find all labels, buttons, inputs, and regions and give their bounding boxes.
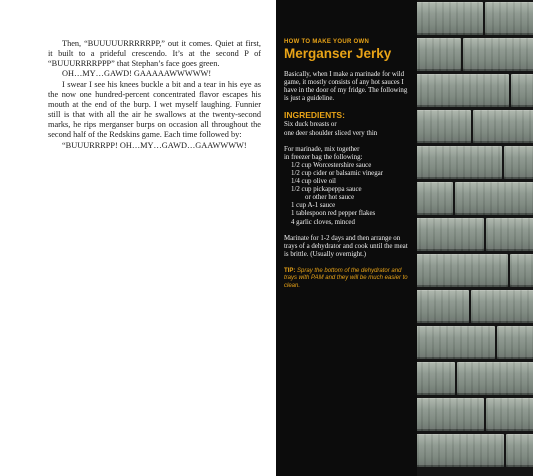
story-paragraph-2: OH…MY…GAWD! GAAAAAWWWWW! (62, 69, 212, 79)
wood-plank (486, 398, 533, 431)
recipe-title: Merganser Jerky (284, 46, 392, 62)
recipe-sidebar (276, 0, 417, 476)
ingredient-item: 1/2 cup Worcestershire sauce (291, 161, 372, 169)
wood-plank (417, 254, 508, 287)
recipe-intro: Basically, when I make a marinade for wild game, it mostly consists of any hot sauces I have in the door of my fridge. The following is just a guideline. (284, 71, 408, 103)
wood-plank (417, 290, 469, 323)
wood-plank (471, 290, 533, 323)
wood-plank (417, 218, 484, 251)
story-paragraph-1: Then, “BUUUUURRRRRPP,” out it comes. Quiet at first, it built to a prideful crescendo. It’s at the second P of “BUUURRRRPPP” that Stephan’s face goes green. (48, 39, 261, 69)
recipe-directions: Marinate for 1-2 days and then arrange on trays of a dehydrator and cook until the meat is brittle. (Usually overnight.) (284, 234, 408, 258)
tip-text: Spray the bottom of the dehydrator and trays with PAM and they will be much easier to clean. (284, 267, 408, 290)
spacer (284, 227, 410, 235)
wood-plank (497, 326, 533, 359)
wood-plank (417, 326, 495, 359)
wood-plank (486, 218, 533, 251)
ingredient-item: 1 tablespoon red pepper flakes (291, 210, 376, 218)
ingredient-item: 1/2 cup pickapeppa sauce (291, 186, 362, 194)
ingredients-heading: INGREDIENTS: (284, 110, 345, 121)
wood-plank (417, 146, 502, 179)
wood-plank (511, 74, 533, 107)
tip-label: TIP: (284, 267, 296, 274)
story-text (48, 39, 261, 151)
recipe-tip (284, 268, 410, 291)
ingredient-item: 1/2 cup cider or balsamic vinegar (291, 169, 384, 177)
ingredient-item: 4 garlic cloves, minced (291, 218, 355, 226)
marinade-line-2: in freezer bag the following: (284, 153, 363, 161)
recipe-kicker: HOW TO MAKE YOUR OWN (284, 39, 370, 45)
recipe-content (284, 38, 410, 291)
wood-plank (417, 182, 453, 215)
wood-plank (473, 110, 533, 143)
spacer (284, 138, 410, 146)
wood-plank (485, 2, 533, 35)
wood-plank (455, 182, 533, 215)
ingredient-item: or other hot sauce (305, 194, 355, 202)
wood-plank (457, 362, 533, 395)
wood-plank (417, 398, 484, 431)
wood-plank (417, 110, 471, 143)
wood-plank (510, 254, 533, 287)
meat-line-2: one deer shoulder sliced very thin (284, 129, 378, 137)
ingredient-list (284, 162, 410, 227)
wood-plank (463, 38, 533, 71)
wood-plank-photo (417, 0, 533, 476)
wood-plank (504, 146, 533, 179)
wood-plank (417, 362, 455, 395)
story-paragraph-3: I swear I see his knees buckle a bit and a tear in his eye as the now one hundred-percent concentrated flavor escapes his mouth at the end of the burp. I wet myself laughing. Funnier still is that with all the air he swallows at the twenty-second marks, he rips merganser burps on occasion all throughout the second half of the Redskins game. Each time followed by: (48, 79, 261, 140)
story-paragraph-4: “BUUURRRPP! OH…MY…GAWD…GAAWWWW! (62, 140, 247, 150)
wood-plank (417, 434, 504, 467)
ingredient-item: 1/4 cup olive oil (291, 178, 336, 186)
wood-plank (417, 74, 509, 107)
meat-line-1: Six duck breasts or (284, 121, 337, 129)
marinade-line-1: For marinade, mix together (284, 145, 360, 153)
wood-plank (417, 2, 483, 35)
wood-plank (506, 434, 533, 467)
wood-plank (417, 38, 461, 71)
ingredient-item: 1 cup A-1 sauce (291, 202, 336, 210)
